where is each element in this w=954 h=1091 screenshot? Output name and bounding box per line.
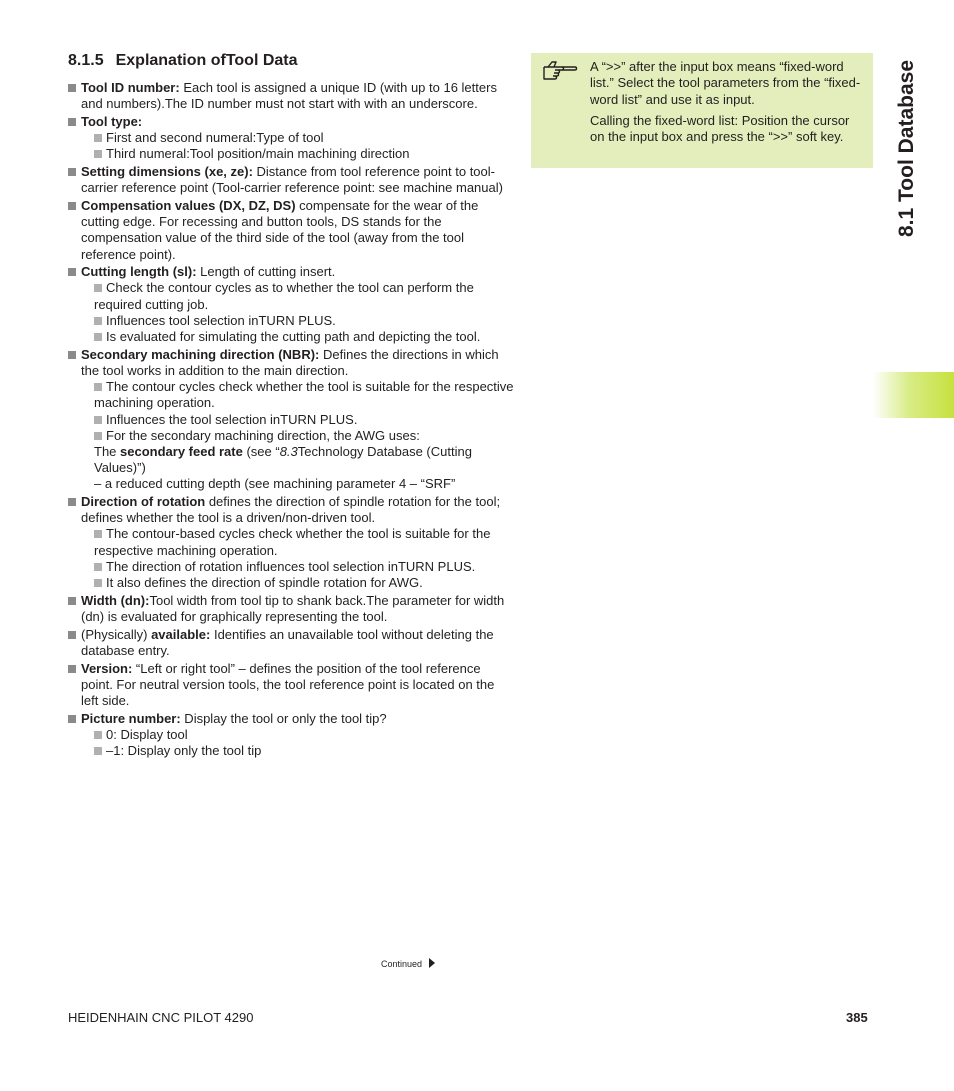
pointing-hand-icon — [542, 59, 578, 83]
item-text: “Left or right tool” – defines the position of the tool reference point. For neutral version tools, the tool reference point is located on the left side. — [81, 660, 495, 709]
sub-item — [81, 130, 514, 146]
list-item-setting-dimensions — [68, 164, 514, 196]
sub-bullet-icon — [94, 579, 102, 587]
list-item-width — [68, 593, 514, 625]
note-paragraph: A “>>” after the input box means “fixed-word list.” Select the tool parameters from the “fixed-word list” and use it as input. — [590, 59, 861, 107]
item-label: Setting dimensions (xe, ze): — [81, 164, 253, 180]
bullet-icon — [68, 597, 76, 605]
sub-item-text: Third numeral:Tool position/main machining direction — [106, 146, 410, 162]
note-text: The — [94, 443, 121, 459]
item-label: Tool ID number: — [81, 80, 180, 95]
list-item-cutting-length — [68, 264, 514, 345]
sub-item-text: Check the contour cycles as to whether the tool can perform the required cutting job. — [94, 280, 474, 312]
note-text: (see “ — [242, 443, 280, 459]
sub-item — [81, 559, 514, 575]
item-label: Picture number: — [81, 710, 181, 726]
section-number: 8.1.5 — [68, 52, 104, 69]
item-prefix: (Physically) — [81, 626, 152, 642]
sub-item — [81, 412, 514, 428]
item-label: Direction of rotation — [81, 494, 206, 510]
sub-bullet-icon — [94, 731, 102, 739]
list-item-version — [68, 661, 514, 710]
sub-bullet-icon — [94, 383, 102, 391]
sub-bullet-icon — [94, 530, 102, 538]
sub-bullet-icon — [94, 747, 102, 755]
sub-item — [81, 329, 514, 345]
sub-item-text: 0: Display tool — [106, 726, 188, 742]
sub-item — [81, 146, 514, 162]
sub-bullet-icon — [94, 284, 102, 292]
continued-label: Continued — [381, 959, 423, 969]
item-text: Length of cutting insert. — [196, 264, 336, 280]
sub-bullet-icon — [94, 416, 102, 424]
bullet-icon — [68, 665, 76, 673]
bullet-icon — [68, 84, 76, 92]
sub-bullet-icon — [94, 150, 102, 158]
item-label: Width (dn): — [81, 592, 150, 608]
sub-item — [81, 280, 514, 312]
sub-item — [81, 428, 514, 444]
bullet-icon — [68, 498, 76, 506]
sub-item-text: First and second numeral:Type of tool — [106, 130, 324, 146]
bullet-icon — [68, 268, 76, 276]
sub-item-text: It also defines the direction of spindle rotation for AWG. — [106, 575, 423, 591]
sub-item — [81, 313, 514, 329]
sub-bullet-icon — [94, 317, 102, 325]
item-text: Each tool is assigned a unique ID (with up to 16 letters and numbers).The ID number must not start with with an underscore. — [81, 80, 497, 112]
item-label: Version: — [81, 660, 133, 676]
bullet-icon — [68, 168, 76, 176]
list-item-secondary-direction — [68, 347, 514, 493]
bullet-icon — [68, 715, 76, 723]
play-arrow-icon — [429, 958, 435, 968]
bullet-icon — [68, 202, 76, 210]
section-reference: 8.3 — [279, 443, 298, 459]
sub-bullet-icon — [94, 432, 102, 440]
sub-item-text: Influences tool selection inTURN PLUS. — [106, 312, 336, 328]
feed-rate-note — [81, 444, 514, 476]
note-text: Technology Database (Cutting Values)”) — [94, 443, 472, 476]
list-item-tool-type — [68, 114, 514, 163]
sub-bullet-icon — [94, 563, 102, 571]
sub-item-text: Is evaluated for simulating the cutting path and depicting the tool. — [106, 329, 481, 345]
section-heading — [68, 52, 298, 70]
sub-item — [81, 379, 514, 411]
sub-item-text: For the secondary machining direction, the AWG uses: — [106, 427, 420, 443]
sub-item — [81, 727, 514, 743]
sub-item-text: The contour cycles check whether the tool is suitable for the respective machining operation. — [94, 379, 514, 411]
bullet-icon — [68, 118, 76, 126]
depth-note — [81, 476, 514, 492]
sub-item-text: –1: Display only the tool tip — [106, 743, 262, 759]
continued-indicator — [381, 958, 435, 969]
sub-item-text: The direction of rotation influences tool selection inTURN PLUS. — [106, 558, 476, 574]
footer-product: HEIDENHAIN CNC PILOT 4290 — [68, 1010, 254, 1025]
list-item-available — [68, 627, 514, 659]
note-paragraph: Calling the fixed-word list: Position the cursor on the input box and press the “>>” soft key. — [590, 112, 850, 145]
item-label: available: — [151, 626, 211, 642]
list-item-compensation — [68, 198, 514, 263]
sub-item-text: Influences the tool selection inTURN PLUS. — [106, 411, 358, 427]
item-label: Tool type: — [81, 113, 143, 129]
item-label: Compensation values (DX, DZ, DS) — [81, 197, 296, 213]
item-text: Tool width from tool tip to shank back.The parameter for width (dn) is evaluated for graphically representing the tool. — [81, 592, 505, 624]
list-item-tool-id — [68, 80, 514, 112]
item-text: Distance from tool reference point to tool-carrier reference point (Tool-carrier reference point: see machine manual) — [81, 164, 503, 196]
sub-item — [81, 575, 514, 591]
item-text: compensate for the wear of the cutting edge. For recessing and button tools, DS stands for the compensation value of the third side of the tool (away from the tool reference point). — [81, 197, 479, 262]
item-text: Identifies an unavailable tool without deleting the database entry. — [81, 626, 494, 658]
sub-item — [81, 743, 514, 759]
item-text: Display the tool or only the tool tip? — [180, 710, 387, 726]
page-number: 385 — [846, 1010, 868, 1025]
feed-rate-label: secondary feed rate — [120, 443, 243, 459]
sub-item-text: The contour-based cycles check whether the tool is suitable for the respective machining operation. — [94, 526, 491, 558]
list-item-picture — [68, 711, 514, 760]
bullet-icon — [68, 631, 76, 639]
info-note-box — [531, 53, 873, 168]
item-text: Defines the directions in which the tool works in addition to the main direction. — [81, 346, 499, 378]
sub-bullet-icon — [94, 333, 102, 341]
section-title: Explanation ofTool Data — [115, 52, 298, 69]
list-item-rotation — [68, 494, 514, 591]
tool-data-list — [68, 80, 514, 761]
sub-item — [81, 526, 514, 558]
bullet-icon — [68, 351, 76, 359]
chapter-title-text: 8.1 Tool Database — [895, 59, 918, 237]
item-label: Cutting length (sl): — [81, 264, 197, 280]
item-label: Secondary machining direction (NBR): — [81, 346, 320, 362]
item-text: defines the direction of spindle rotation for the tool; defines whether the tool is a driven/non-driven tool. — [81, 494, 501, 526]
sub-bullet-icon — [94, 134, 102, 142]
note-text: – a reduced cutting depth (see machining parameter 4 – “SRF” — [94, 476, 456, 492]
chapter-tab-marker — [873, 372, 954, 418]
